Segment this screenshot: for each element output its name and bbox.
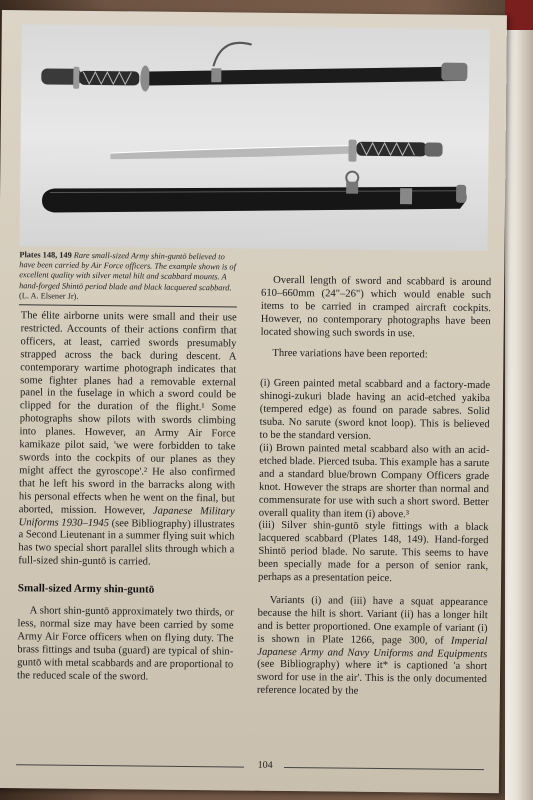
sword-photograph [20,24,490,251]
scabbard [42,168,467,216]
book-cover-edge [505,0,533,800]
photo-caption [19,250,238,303]
book-title-reference: Japanese Military Uniforms 1930–1945 [18,505,235,529]
right-paragraph-3-text: Variants (i) and (iii) have a squat appearance because the hilt is short. Variant (ii) has a longer hilt and is better proportioned. One example of variant (i) is shown in Plate 1266, page 300, of [257,594,488,647]
book-page [0,10,507,793]
section-heading: Small-sized Army shin-guntō [17,582,155,596]
footer-rule-left [16,764,244,767]
right-paragraph-2: Three variations have been reported: [272,347,428,361]
caption-text: Rare small-sized Army shin-guntō believed to have been carried by Air Force officers. The example shown is of excellent quality with silver metal hilt and scabbard mounts. A hand-forged Shintō period blade and black lacquered scabbard. [19,250,236,293]
left-paragraph-1-end: (see Bibliography) illustrates a Second Lieutenant in a summer flying suit which has two special short parallel slits through which a full-sized shin-guntō is carried. [18,517,235,568]
drawn-blade [110,137,442,162]
right-paragraph-3-end: (see Bibliography) where it* is captioned 'a short sword for use in the air'. This is the only documented reference located by the [256,659,488,698]
footer-rule-right [284,767,484,770]
left-paragraph-1-text: The élite airborne units were small and their use restricted. Accounts of their actions confirm that officers, at least, carried swords presumably strapped across the back during descent. A contemporary wartime photograph indicates that some fighter planes had a removable external panel in the fuselage in which a sword could be clipped for the duration of the flight.¹ Some photographs show pilots with swords climbing into planes. However, an Army Air Force kamikaze pilot said, 'we were forbidden to take swords into the cockpits of our planes as they might affect the gyroscope'.² He also confirmed that he left his sword in the barracks along with his personal effects when he went on the final, but aborted, mission. However, [18,310,237,517]
red-cloth [505,0,533,30]
caption-credit: (L. A. Elsener Jr). [18,291,79,301]
variation-item-1: (i) Green painted metal scabbard and a factory-made shinogi-zukuri blade having an acid-etched yakiba (tempered edge) as found on parade sabres. Solid tsuba. No sarute (sword knot loop). This is believed to be the standard version. [259,378,491,442]
sword-illustration [20,24,490,251]
right-paragraph-1: Overall length of sword and scabbard is around 610–660mm (24"–26") which would enable such items to be carried in cramped aircraft cockpits. However, no contemporary photographs have been located showing such swords in use. [260,274,492,339]
right-column [257,275,492,709]
plate-label: Plates 148, 149 [19,250,72,260]
variation-item-2: (ii) Brown painted metal scabbard also with an acid-etched blade. Pierced tsuba. This example has a sarute and a standard blue/brown Company Officers grade knot. However the straps are shorter than normal and commensurate for use with such a short sword. Better overall quality than item (i) above.³ [258,442,490,520]
variation-item-3: (iii) Silver shin-guntō style fittings with a black lacquered scabbard (Plates 148, 149). Hand-forged Shintō period blade. No sarute. This seems to have been specially made for a person of senior rank, perhaps as a presentation peice. [258,520,489,585]
left-paragraph-2: A short shin-guntō approximately two thirds, or less, normal size may have been carried by some Army Air Force officers when on flying duty. The brass fittings and tsuba (guard) are typical of shin-guntō with metal scabbards and are proportional to the reduced scale of the sword. [16,605,234,683]
left-column [17,310,237,693]
right-paragraph-3 [257,595,488,701]
left-paragraph-1 [18,310,237,570]
caption-divider [19,304,237,307]
page-number: 104 [257,759,273,771]
sheathed-sword-top [41,41,467,95]
book-title-reference-2: Imperial Japanese Army and Navy Uniforms and Equipments [257,635,488,660]
